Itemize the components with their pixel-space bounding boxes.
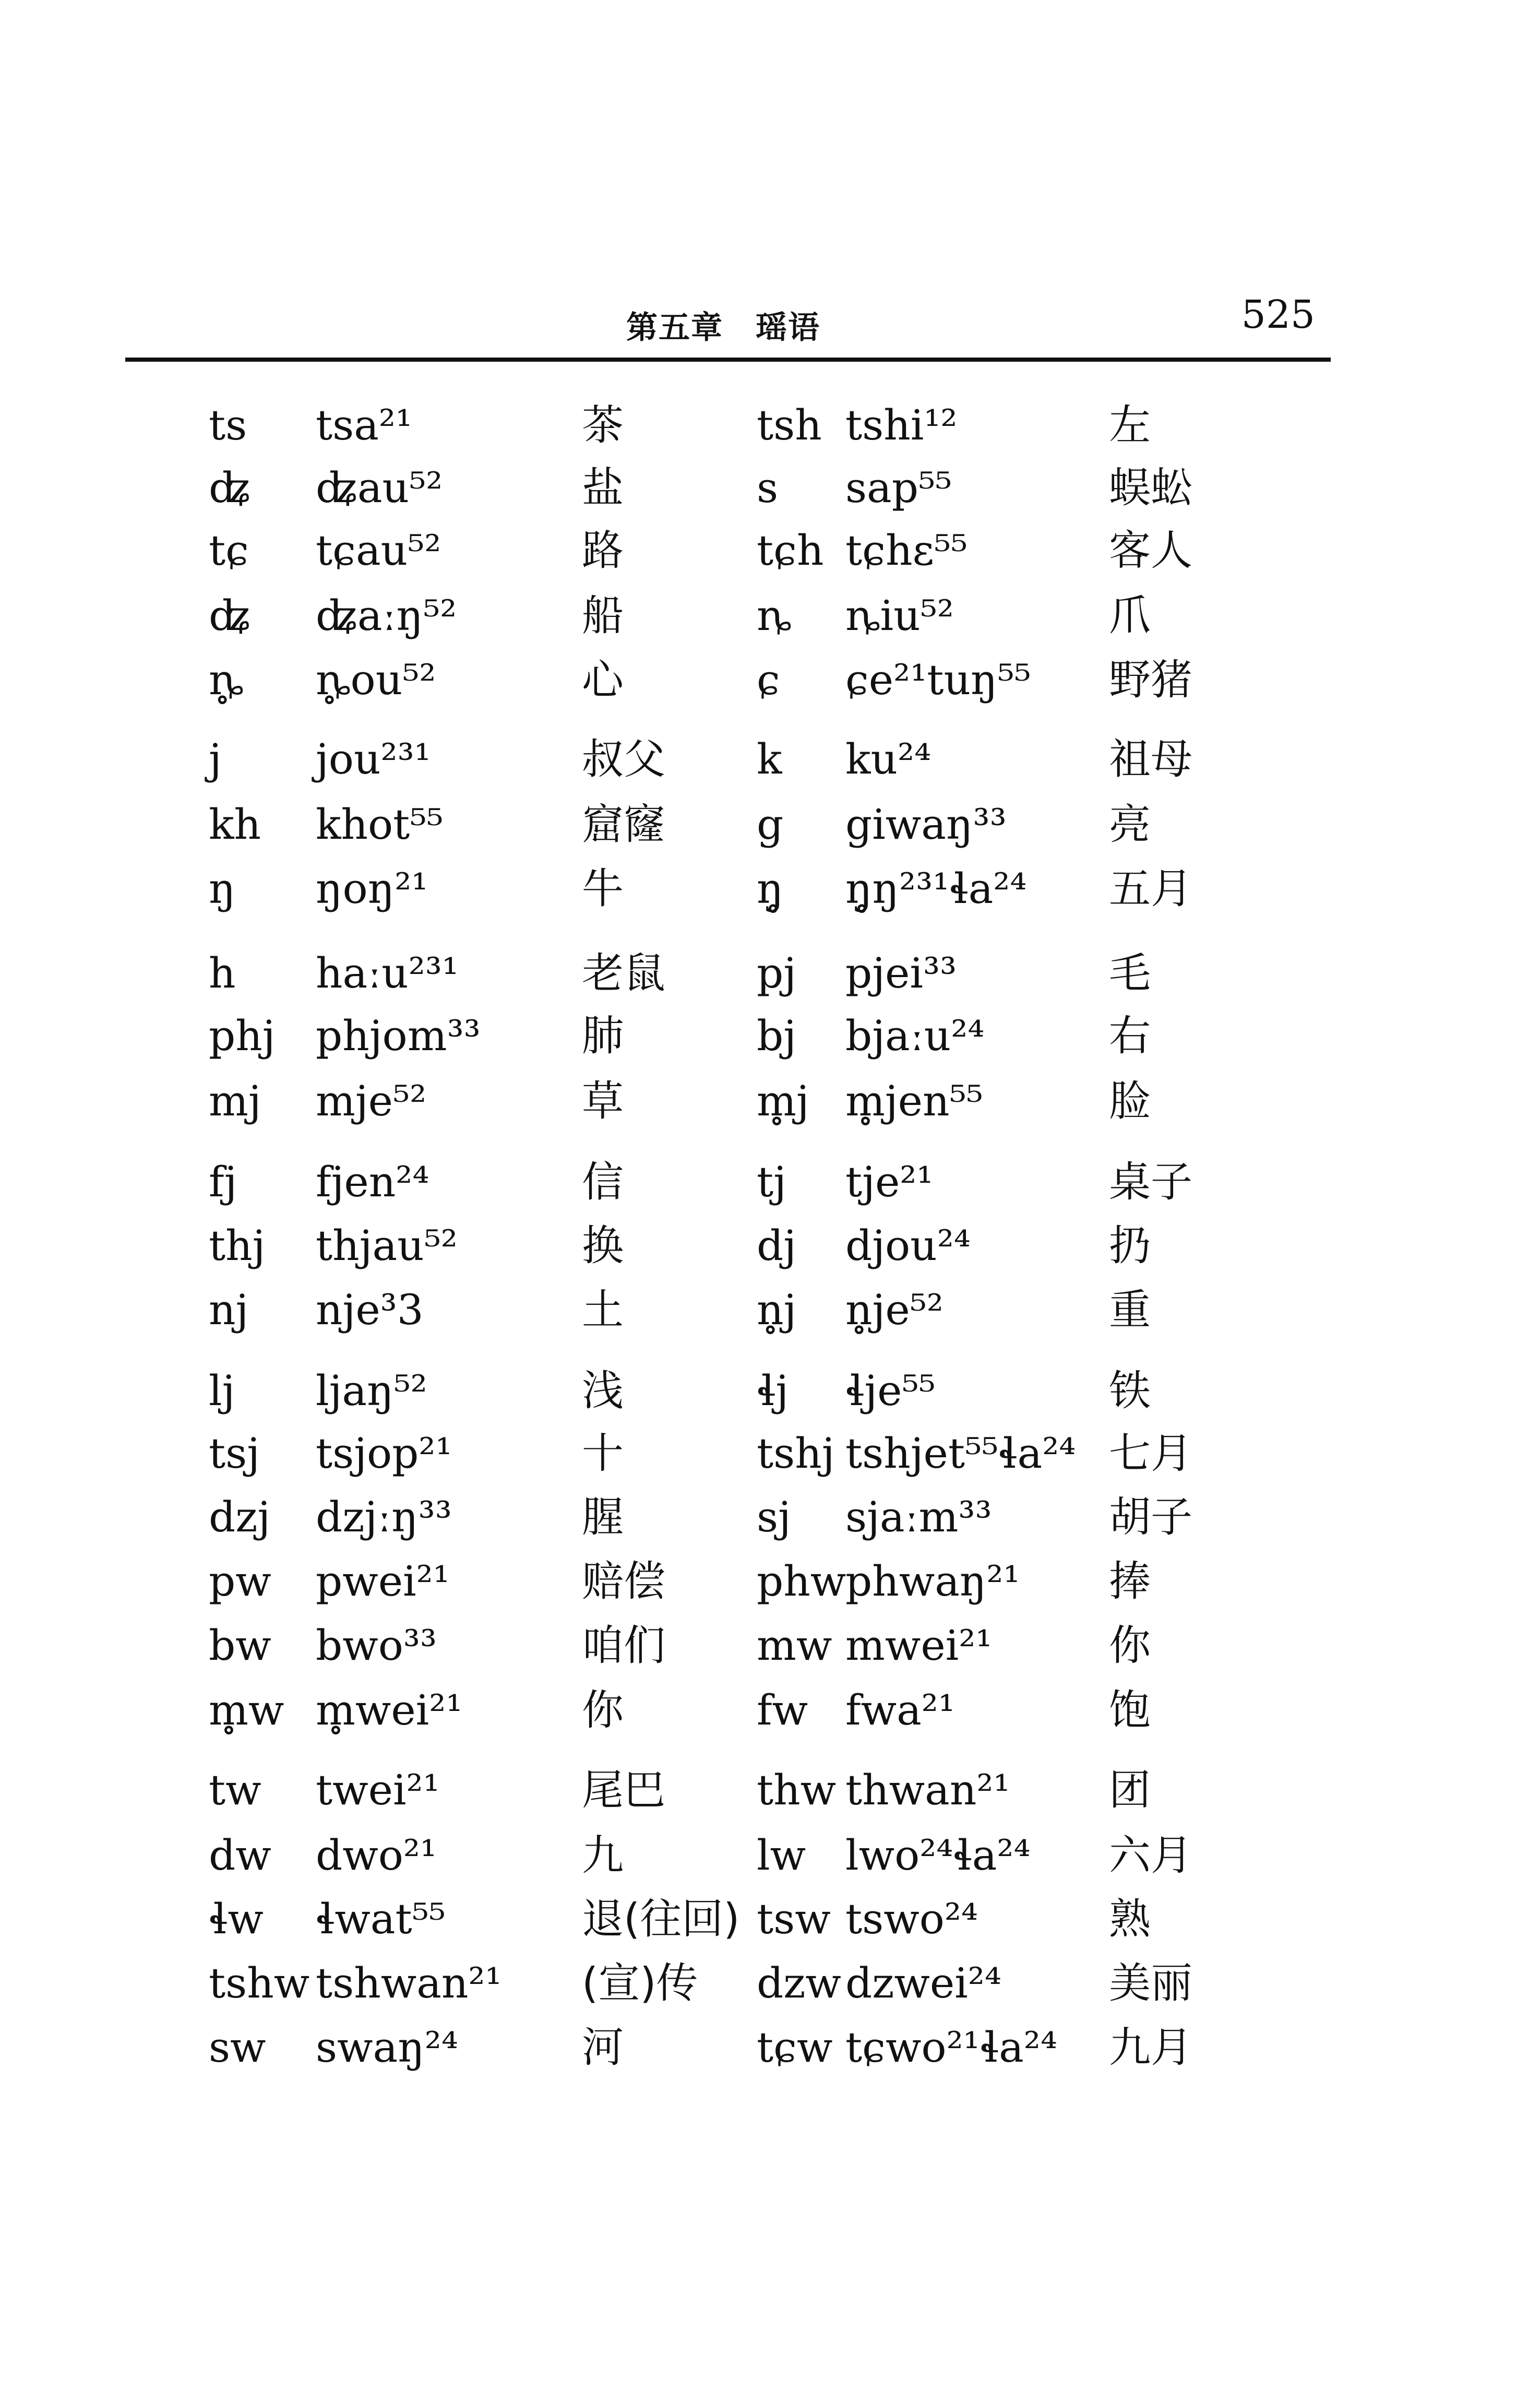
- table-row: [0, 459, 1540, 517]
- initial-2-cell: pj: [757, 949, 797, 997]
- gloss-2-cell: 胡子: [1109, 1493, 1192, 1541]
- initial-cell: tw: [209, 1766, 261, 1814]
- gloss-cell: 信: [582, 1158, 624, 1206]
- initial-cell: j: [209, 735, 222, 783]
- example-2-cell: n̥je⁵²: [845, 1286, 944, 1334]
- table-row: [0, 2019, 1540, 2076]
- example-2-cell: m̥jen⁵⁵: [845, 1077, 983, 1125]
- initial-cell: tɕ: [209, 526, 249, 575]
- example-2-cell: ŋ̥ŋ²³¹ɬa²⁴: [845, 864, 1027, 913]
- gloss-2-cell: 重: [1109, 1286, 1151, 1334]
- gloss-2-cell: 铁: [1109, 1366, 1151, 1415]
- gloss-2-cell: 扔: [1109, 1221, 1151, 1270]
- table-row: [0, 1073, 1540, 1130]
- table-row: [0, 1890, 1540, 1948]
- example-cell: dzjːŋ³³: [316, 1493, 452, 1541]
- example-cell: ŋoŋ²¹: [316, 864, 428, 913]
- table-row: [0, 1007, 1540, 1065]
- gloss-cell: 肺: [582, 1012, 624, 1060]
- table-row: [0, 945, 1540, 1002]
- initial-2-cell: dj: [757, 1221, 797, 1270]
- example-2-cell: tɕhɛ⁵⁵: [845, 526, 968, 575]
- example-cell: pwei²¹: [316, 1557, 450, 1606]
- gloss-2-cell: 毛: [1109, 949, 1151, 997]
- gloss-2-cell: 团: [1109, 1766, 1151, 1814]
- initial-2-cell: phw: [757, 1557, 846, 1606]
- example-cell: m̥wei²¹: [316, 1686, 463, 1734]
- example-2-cell: ɬje⁵⁵: [845, 1366, 936, 1415]
- gloss-2-cell: 脸: [1109, 1077, 1151, 1125]
- table-row: [0, 1955, 1540, 2012]
- initial-2-cell: s: [757, 463, 779, 512]
- gloss-2-cell: 你: [1109, 1621, 1151, 1670]
- initial-2-cell: k: [757, 735, 782, 783]
- initial-2-cell: thw: [757, 1766, 837, 1814]
- initial-cell: fj: [209, 1158, 237, 1206]
- gloss-cell: 牛: [582, 864, 624, 913]
- gloss-2-cell: 五月: [1109, 864, 1192, 913]
- example-2-cell: sjaːm³³: [845, 1493, 992, 1541]
- table-row: [0, 731, 1540, 788]
- gloss-2-cell: 蜈蚣: [1109, 463, 1192, 512]
- gloss-cell: 九: [582, 1831, 624, 1880]
- example-cell: dwo²¹: [316, 1831, 437, 1880]
- initial-2-cell: fw: [757, 1686, 808, 1734]
- example-2-cell: tshi¹²: [845, 401, 958, 449]
- example-2-cell: dzwei²⁴: [845, 1959, 1001, 2007]
- example-2-cell: djou²⁴: [845, 1221, 971, 1270]
- gloss-cell: 换: [582, 1221, 624, 1270]
- initial-cell: dzj: [209, 1493, 271, 1541]
- example-cell: ȵ̥ou⁵²: [316, 656, 436, 704]
- example-2-cell: thwan²¹: [845, 1766, 1010, 1814]
- example-2-cell: tɕwo²¹ɬa²⁴: [845, 2023, 1057, 2072]
- gloss-cell: 十: [582, 1429, 624, 1478]
- example-cell: ljaŋ⁵²: [316, 1366, 427, 1415]
- initial-2-cell: m̥j: [757, 1077, 809, 1125]
- example-cell: tsa²¹: [316, 401, 413, 449]
- initial-2-cell: ŋ̥: [757, 864, 784, 913]
- gloss-2-cell: 亮: [1109, 800, 1151, 849]
- table-row: [0, 796, 1540, 853]
- page-header: [125, 292, 1331, 355]
- example-cell: fjen²⁴: [316, 1158, 429, 1206]
- table-row: [0, 1553, 1540, 1610]
- example-cell: haːu²³¹: [316, 949, 459, 997]
- example-cell: tsjop²¹: [316, 1429, 452, 1478]
- table-row: [0, 1425, 1540, 1482]
- example-2-cell: mwei²¹: [845, 1621, 993, 1670]
- table-row: [0, 1827, 1540, 1884]
- table-row: [0, 522, 1540, 579]
- initial-2-cell: ȵ: [757, 591, 792, 640]
- initial-2-cell: bj: [757, 1012, 797, 1060]
- initial-2-cell: tj: [757, 1158, 786, 1206]
- initial-2-cell: tɕw: [757, 2023, 833, 2072]
- table-row: [0, 1489, 1540, 1546]
- gloss-2-cell: 捧: [1109, 1557, 1151, 1606]
- example-cell: tɕau⁵²: [316, 526, 441, 575]
- gloss-cell: 退(往回): [582, 1895, 740, 1943]
- initial-cell: mj: [209, 1077, 261, 1125]
- initial-2-cell: lw: [757, 1831, 806, 1880]
- table-row: [0, 1217, 1540, 1275]
- initial-cell: tshw: [209, 1959, 310, 2007]
- table-row: [0, 651, 1540, 709]
- gloss-cell: 你: [582, 1686, 624, 1734]
- gloss-cell: 船: [582, 591, 624, 640]
- example-cell: nje³3: [316, 1286, 424, 1334]
- gloss-cell: 土: [582, 1286, 624, 1334]
- example-2-cell: tshjet⁵⁵ɬa²⁴: [845, 1429, 1076, 1478]
- gloss-cell: 腥: [582, 1493, 624, 1541]
- page-number: 525: [1241, 292, 1315, 337]
- example-2-cell: sap⁵⁵: [845, 463, 952, 512]
- gloss-2-cell: 饱: [1109, 1686, 1151, 1734]
- example-cell: mje⁵²: [316, 1077, 427, 1125]
- example-cell: jou²³¹: [316, 735, 431, 783]
- initial-cell: ʥ: [209, 463, 250, 512]
- gloss-cell: 心: [582, 656, 624, 704]
- gloss-cell: 叔父: [582, 735, 665, 783]
- example-cell: phjom³³: [316, 1012, 481, 1060]
- gloss-2-cell: 美丽: [1109, 1959, 1192, 2007]
- gloss-cell: 草: [582, 1077, 624, 1125]
- gloss-2-cell: 六月: [1109, 1831, 1192, 1880]
- gloss-2-cell: 野猪: [1109, 656, 1192, 704]
- gloss-cell: 赔偿: [582, 1557, 665, 1606]
- gloss-cell: 咱们: [582, 1621, 665, 1670]
- table-row: [0, 1281, 1540, 1339]
- table-row: [0, 397, 1540, 454]
- example-2-cell: ku²⁴: [845, 735, 932, 783]
- initial-2-cell: tsh: [757, 401, 822, 449]
- initial-cell: phj: [209, 1012, 276, 1060]
- initial-cell: ts: [209, 401, 247, 449]
- gloss-cell: 茶: [582, 401, 624, 449]
- initial-cell: ɬw: [209, 1895, 264, 1943]
- table-row: [0, 1682, 1540, 1739]
- initial-cell: bw: [209, 1621, 271, 1670]
- header-rule: [125, 358, 1331, 362]
- gloss-cell: 河: [582, 2023, 624, 2072]
- gloss-2-cell: 祖母: [1109, 735, 1192, 783]
- initial-2-cell: n̥j: [757, 1286, 797, 1334]
- initial-cell: dw: [209, 1831, 271, 1880]
- example-cell: swaŋ²⁴: [316, 2023, 458, 2072]
- example-cell: tshwan²¹: [316, 1959, 502, 2007]
- initial-2-cell: tshj: [757, 1429, 835, 1478]
- initial-cell: nj: [209, 1286, 249, 1334]
- gloss-cell: 浅: [582, 1366, 624, 1415]
- example-2-cell: ȵiu⁵²: [845, 591, 954, 640]
- initial-cell: h: [209, 949, 236, 997]
- table-row: [0, 1154, 1540, 1211]
- gloss-cell: 盐: [582, 463, 624, 512]
- example-2-cell: pjei³³: [845, 949, 957, 997]
- gloss-2-cell: 爪: [1109, 591, 1151, 640]
- gloss-2-cell: 九月: [1109, 2023, 1192, 2072]
- gloss-2-cell: 熟: [1109, 1895, 1151, 1943]
- initial-2-cell: g: [757, 800, 784, 849]
- initial-cell: lj: [209, 1366, 235, 1415]
- gloss-2-cell: 左: [1109, 401, 1151, 449]
- initial-cell: kh: [209, 800, 261, 849]
- table-row: [0, 860, 1540, 918]
- gloss-cell: (宣)传: [582, 1959, 698, 2007]
- example-2-cell: ɕe²¹tuŋ⁵⁵: [845, 656, 1031, 704]
- example-2-cell: tje²¹: [845, 1158, 934, 1206]
- initial-2-cell: ɬj: [757, 1366, 789, 1415]
- gloss-cell: 尾巴: [582, 1766, 665, 1814]
- gloss-2-cell: 七月: [1109, 1429, 1192, 1478]
- chapter-title: 第五章 瑶语: [626, 310, 820, 346]
- example-2-cell: lwo²⁴ɬa²⁴: [845, 1831, 1031, 1880]
- example-2-cell: bjaːu²⁴: [845, 1012, 985, 1060]
- table-row: [0, 1617, 1540, 1674]
- initial-cell: sw: [209, 2023, 266, 2072]
- initial-cell: ŋ: [209, 864, 236, 913]
- example-cell: khot⁵⁵: [316, 800, 444, 849]
- example-cell: thjau⁵²: [316, 1221, 458, 1270]
- table-row: [0, 587, 1540, 645]
- table-row: [0, 1362, 1540, 1420]
- example-cell: twei²¹: [316, 1766, 440, 1814]
- gloss-cell: 窟窿: [582, 800, 665, 849]
- initial-2-cell: tsw: [757, 1895, 831, 1943]
- initial-cell: thj: [209, 1221, 266, 1270]
- example-2-cell: giwaŋ³³: [845, 800, 1007, 849]
- initial-2-cell: ɕ: [757, 656, 780, 704]
- example-2-cell: fwa²¹: [845, 1686, 955, 1734]
- gloss-cell: 老鼠: [582, 949, 665, 997]
- gloss-2-cell: 右: [1109, 1012, 1151, 1060]
- example-cell: ʥau⁵²: [316, 463, 443, 512]
- initial-cell: tsj: [209, 1429, 260, 1478]
- initial-cell: ʥ: [209, 591, 250, 640]
- example-cell: ɬwat⁵⁵: [316, 1895, 446, 1943]
- gloss-2-cell: 客人: [1109, 526, 1192, 575]
- table-row: [0, 1762, 1540, 1819]
- initial-cell: pw: [209, 1557, 271, 1606]
- initial-cell: ȵ̥: [209, 656, 244, 704]
- initial-2-cell: dzw: [757, 1959, 841, 2007]
- initial-2-cell: mw: [757, 1621, 832, 1670]
- example-2-cell: tswo²⁴: [845, 1895, 978, 1943]
- gloss-cell: 路: [582, 526, 624, 575]
- initial-2-cell: sj: [757, 1493, 791, 1541]
- initial-2-cell: tɕh: [757, 526, 824, 575]
- gloss-2-cell: 桌子: [1109, 1158, 1192, 1206]
- example-cell: bwo³³: [316, 1621, 437, 1670]
- initial-cell: m̥w: [209, 1686, 284, 1734]
- example-2-cell: phwaŋ²¹: [845, 1557, 1020, 1606]
- example-cell: ʥaːŋ⁵²: [316, 591, 457, 640]
